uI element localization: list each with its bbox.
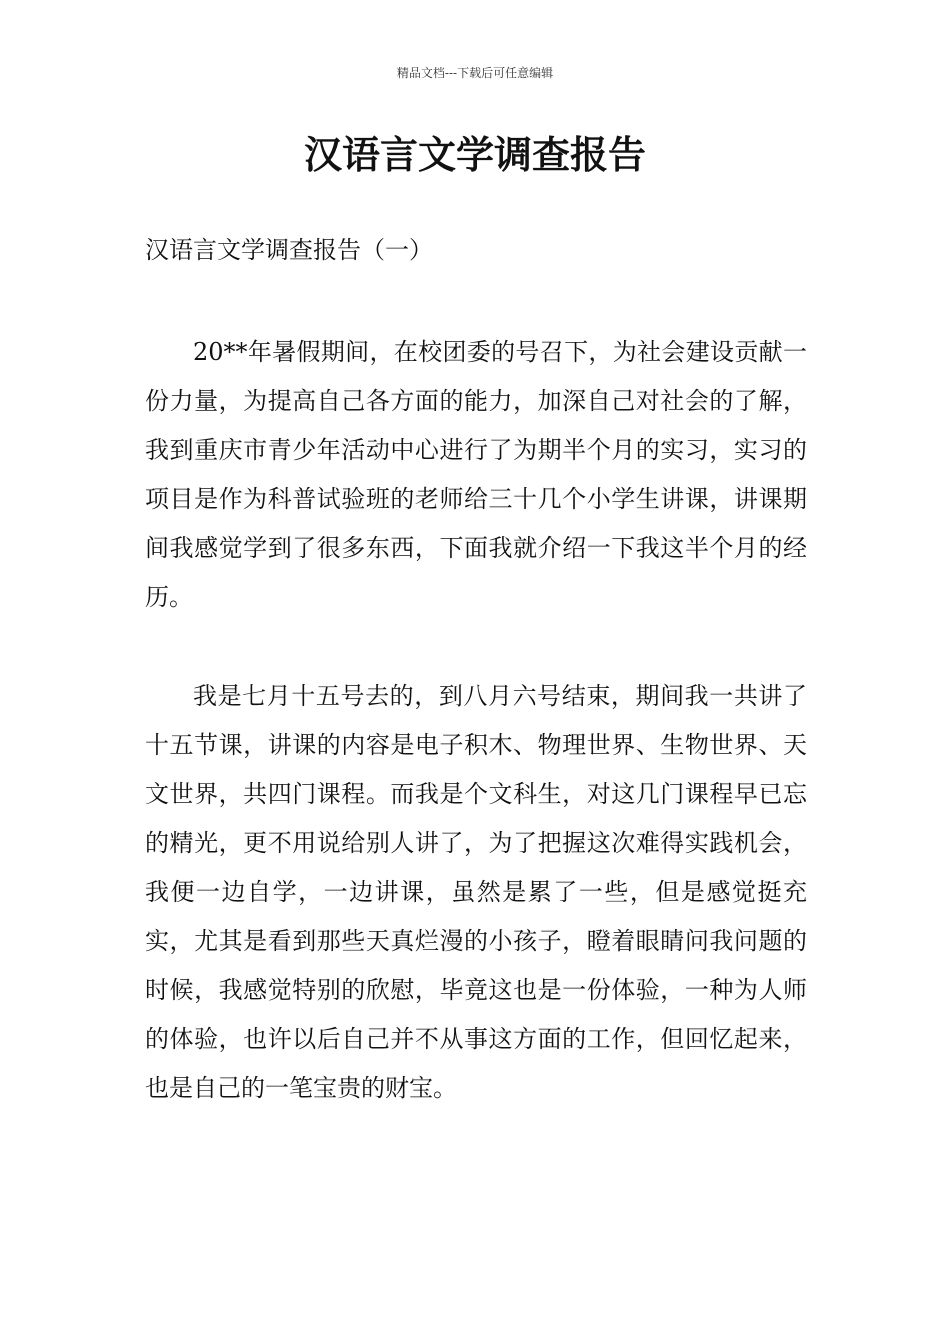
paragraph-2: 我是七月十五号去的，到八月六号结束，期间我一共讲了十五节课，讲课的内容是电子积木、物理世界、生物世界、天文世界，共四门课程。而我是个文科生，对这几门课程早已忘的精光，更不用说给别人讲了，为了把握这次难得实践机会，我便一边自学，一边讲课，虽然是累了一些，但是感觉挺充实，尤其是看到那些天真烂漫的小孩子，瞪着眼睛问我问题的时候，我感觉特别的欣慰，毕竟这也是一份体验，一种为人师的体验，也许以后自己并不从事这方面的工作，但回忆起来，也是自己的一笔宝贵的财宝。 [145,682,807,1102]
header-note: 精品文档---下载后可任意编辑 [396,66,554,80]
document-title: 汉语言文学调查报告 [303,133,646,177]
paragraph-1: 20**年暑假期间，在校团委的号召下，为社会建设贡献一份力量，为提高自己各方面的能力，加深自己对社会的了解，我到重庆市青少年活动中心进行了为期半个月的实习，实习的项目是作为科普试验班的老师给三十几个小学生讲课，讲课期间我感觉学到了很多东西，下面我就介绍一下我这半个月的经历。 [145,338,807,611]
section-heading: 汉语言文学调查报告（一） [145,236,433,264]
